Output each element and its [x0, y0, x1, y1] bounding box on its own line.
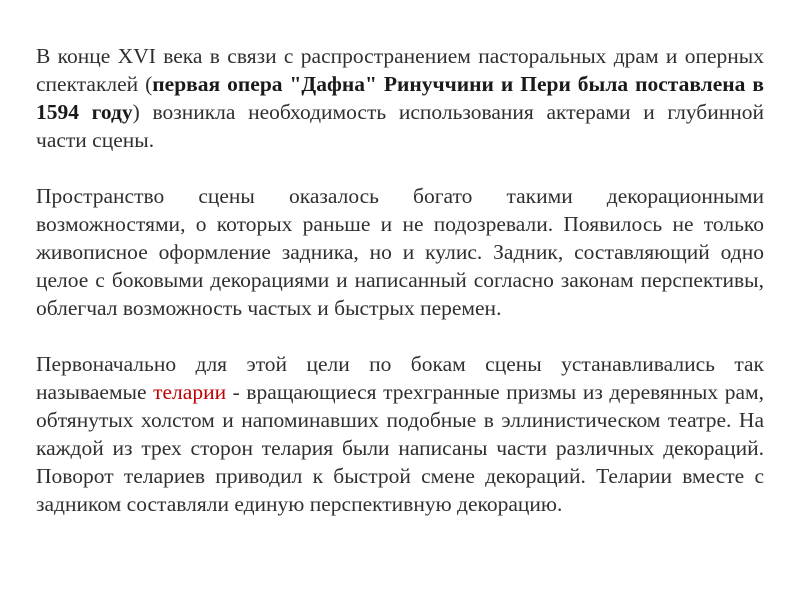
paragraph-3-text-start: Первоначально для этой цели по бокам сцены устанавливались так называемые — [36, 352, 764, 404]
opera-dafne-note: первая опера "Дафна" Ринуччини и Пери была поставлена в 1594 году — [36, 72, 764, 124]
paragraph-1-text-end: ) возникла необходимость использования актерами и глубинной части сцены. — [36, 100, 765, 152]
telarii-term: теларии — [153, 380, 227, 404]
paragraph-2: Пространство сцены оказалось богато такими декорационными возможностями, о которых раньше и не подозревали. Появилось не только живописное оформление задника, но и кулис. Задник, составляющий одно целое с боковыми декорациями и написанный согласно законам перспективы, облегчал возможность частых и быстрых перемен. — [36, 184, 764, 320]
paragraph-1-text-start: В конце XVI века в связи с распространением пасторальных драм и оперных спектаклей ( — [36, 44, 764, 96]
text-body — [36, 42, 764, 518]
paragraph-3 — [36, 350, 764, 518]
paragraph-3-text-end: - вращающиеся трехгранные призмы из деревянных рам, обтянутых холстом и напоминавших подобные в эллинистическом театре. На каждой из трех сторон телария были написаны части различных декораций. Поворот телариев приводил к быстрой смене декораций. Теларии вместе с задником составляли единую перспективную декорацию. — [36, 380, 764, 516]
paragraph-1 — [36, 42, 764, 154]
